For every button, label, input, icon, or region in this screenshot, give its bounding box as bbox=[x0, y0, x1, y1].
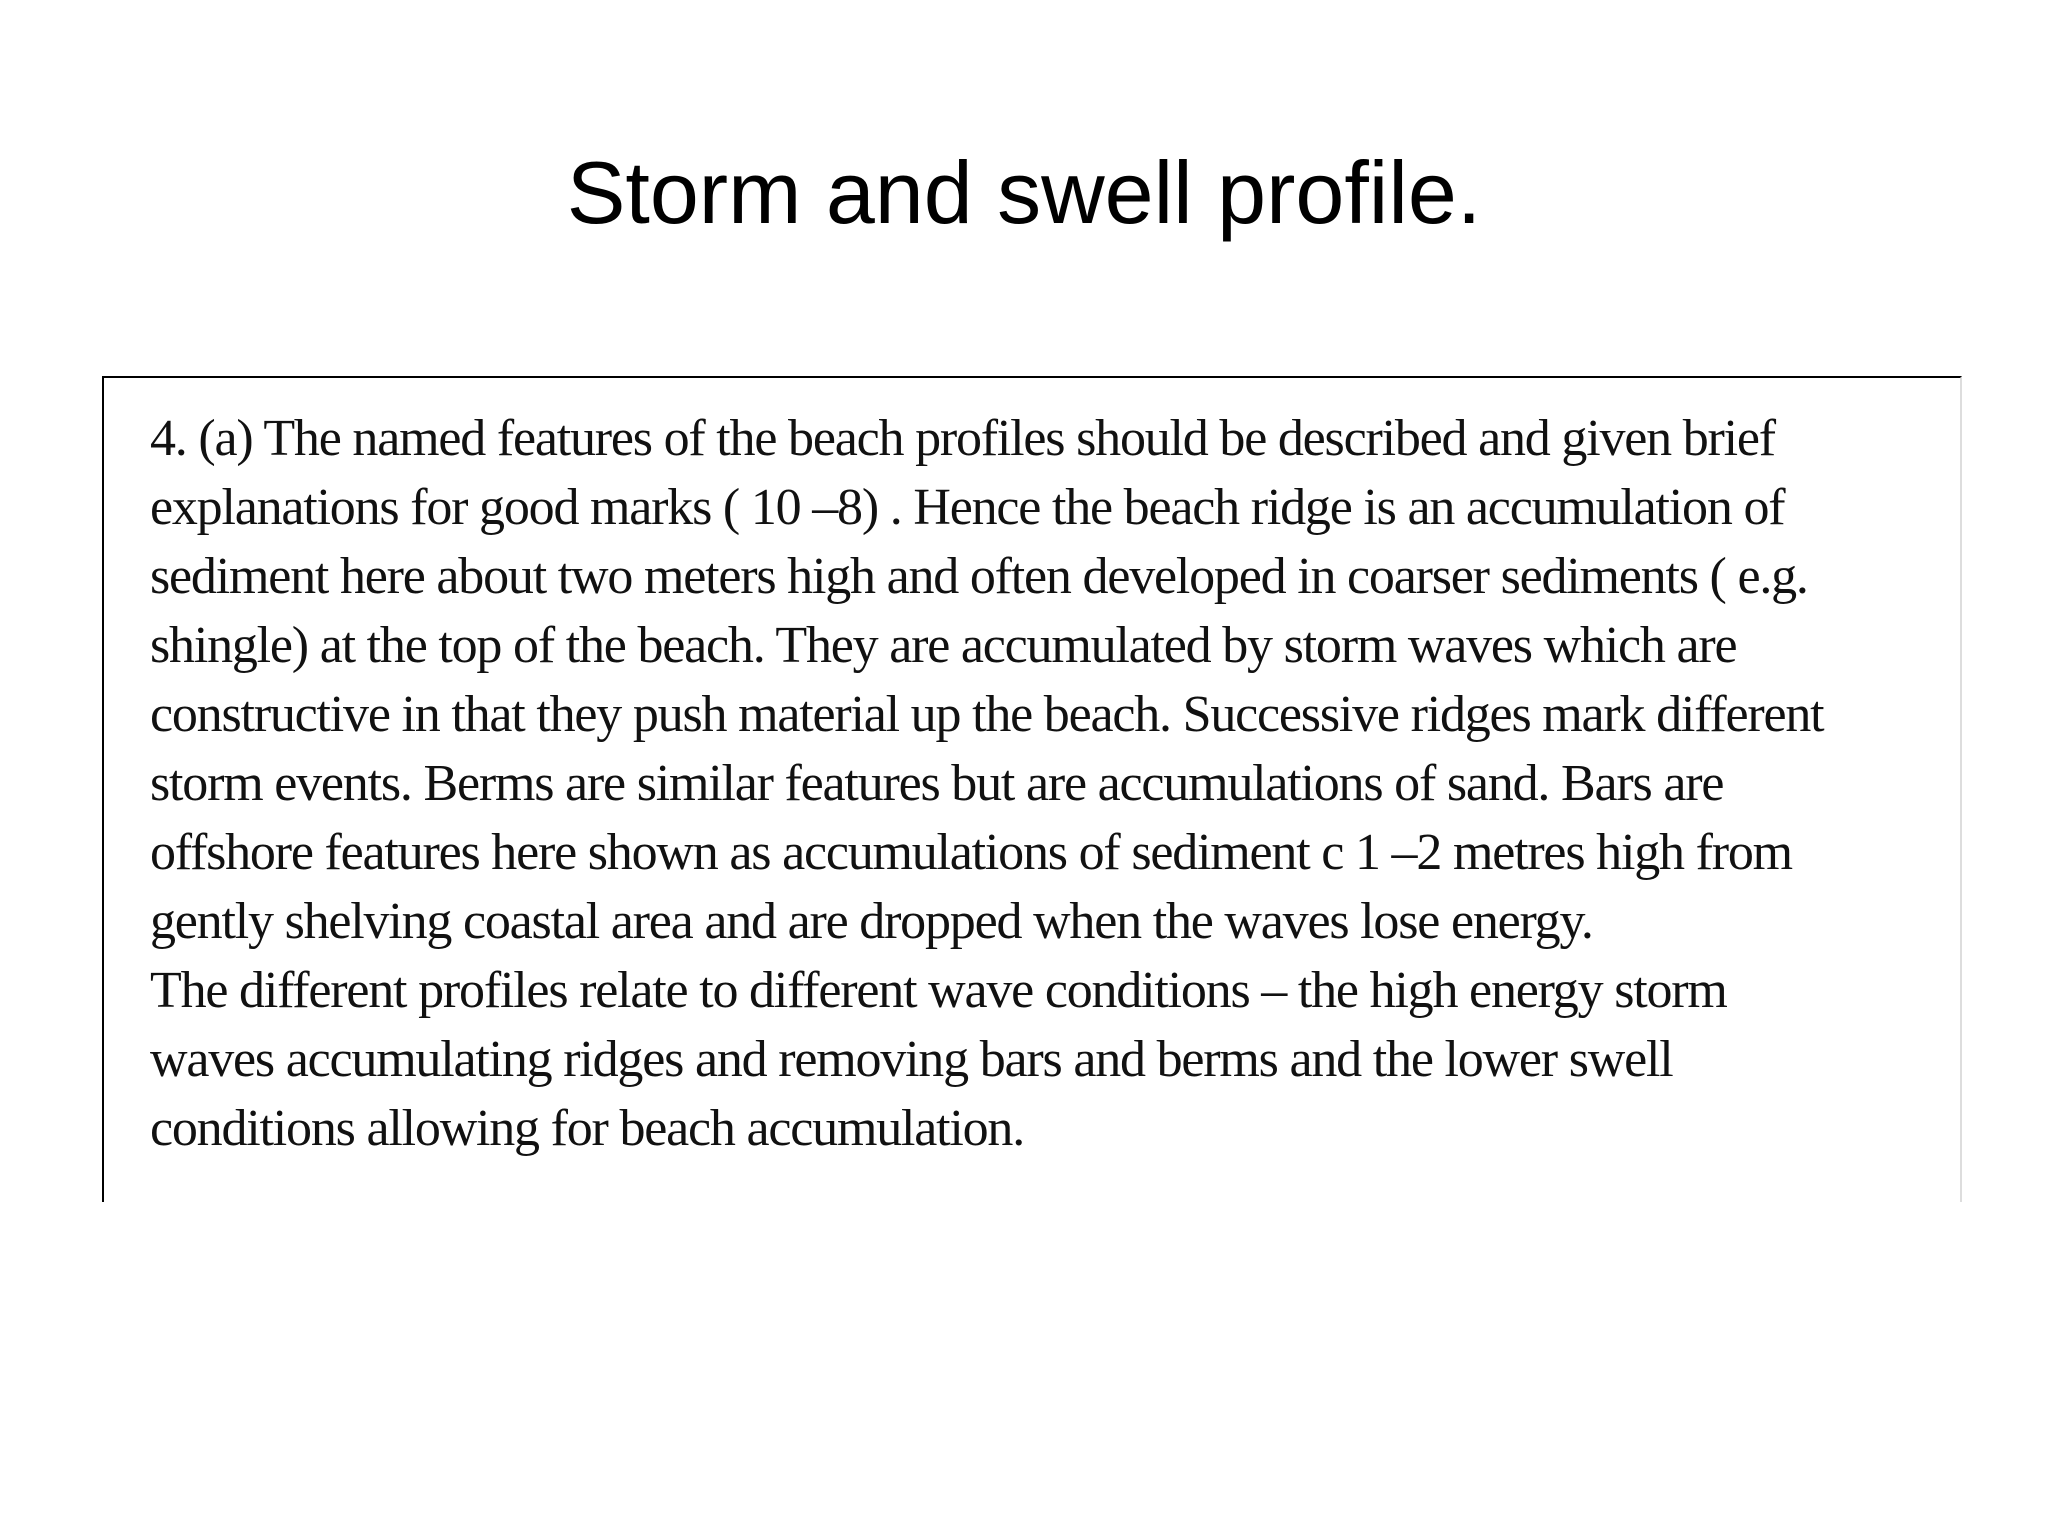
slide-title: Storm and swell profile. bbox=[566, 143, 1482, 242]
scanned-paragraph bbox=[150, 404, 1940, 1163]
text-line: shingle) at the top of the beach. They are accumulated by storm waves which are bbox=[150, 617, 1737, 674]
text-line: explanations for good marks ( 10 –8) . Hence the beach ridge is an accumulation of bbox=[150, 479, 1785, 536]
text-line: storm events. Berms are similar features but are accumulations of sand. Bars are bbox=[150, 755, 1724, 812]
text-line: 4. (a) The named features of the beach profiles should be described and given brief bbox=[150, 410, 1775, 467]
text-line: sediment here about two meters high and often developed in coarser sediments ( e.g. bbox=[150, 548, 1808, 605]
text-line: conditions allowing for beach accumulation. bbox=[150, 1100, 1025, 1157]
text-line: gently shelving coastal area and are dropped when the waves lose energy. bbox=[150, 893, 1593, 950]
text-line: waves accumulating ridges and removing bars and berms and the lower swell bbox=[150, 1031, 1673, 1088]
text-line: constructive in that they push material up the beach. Successive ridges mark different bbox=[150, 686, 1824, 743]
text-line: The different profiles relate to different wave conditions – the high energy storm bbox=[150, 962, 1727, 1019]
scanned-text-excerpt bbox=[102, 376, 1962, 1202]
text-line: offshore features here shown as accumulations of sediment c 1 –2 metres high from bbox=[150, 824, 1792, 881]
